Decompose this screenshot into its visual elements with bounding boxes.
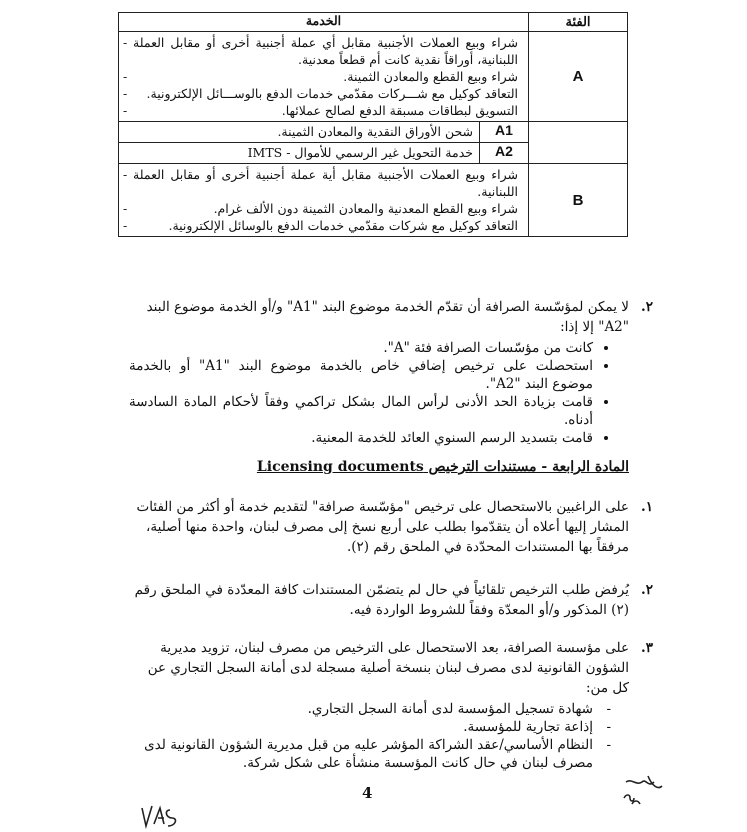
initials-signature-left xyxy=(138,800,186,830)
paragraph-number: ١. xyxy=(641,499,653,515)
paragraph-number: ٣. xyxy=(641,640,653,656)
code-a1: A1 xyxy=(480,122,529,143)
list-item: - إذاعة تجارية للمؤسسة. xyxy=(129,718,593,736)
list-item: شراء وبيع العملات الأجنبية مقابل أية عملة أجنبية أخرى أو مقابل العملة اللبنانية. - xyxy=(133,166,518,200)
list-item: - شهادة تسجيل المؤسسة لدى أمانة السجل التجاري. xyxy=(129,700,593,718)
service-a1: شحن الأوراق النقدية والمعادن الثمينة. xyxy=(119,122,480,143)
page-number: 4 xyxy=(362,784,373,802)
list-item: شراء وبيع العملات الأجنبية مقابل أي عملة أجنبية أخرى أو مقابل العملة اللبنانية، أوراقاً نقدية كانت أم قطعاً معدنية. - xyxy=(133,34,518,68)
article-4-item-2 xyxy=(129,580,653,620)
category-table xyxy=(118,12,628,237)
initials-signature-right xyxy=(618,768,668,808)
list-item: التعاقد كوكيل مع شـــركات مقدّمي خدمات الدفع بالوســـائل الإلكترونية. - xyxy=(133,85,518,102)
service-a2: خدمة التحويل غير الرسمي للأموال - IMTS xyxy=(119,143,480,164)
article-4-item-3 xyxy=(129,638,653,772)
paragraph-number: ٢. xyxy=(641,299,653,315)
paragraph-text: على مؤسسة الصرافة، بعد الاستحصال على الترخيص من مصرف لبنان، تزويد مديرية الشؤون القانونية لدى مصرف لبنان بنسخة أصلية مسجلة لدى أمانة السجل التجاري عن كل من: xyxy=(147,640,629,696)
list-item: • قامت بزيادة الحد الأدنى لرأس المال بشكل تراكمي وفقاً لأحكام المادة السادسة أدناه. xyxy=(129,393,593,429)
documents-list xyxy=(129,700,629,772)
category-a: A xyxy=(529,32,628,122)
code-a2: A2 xyxy=(480,143,529,164)
list-item: التسويق لبطاقات مسبقة الدفع لصالح عملائها. - xyxy=(133,102,518,119)
list-item: • قامت بتسديد الرسم السنوي العائد للخدمة المعنية. xyxy=(129,429,593,447)
paragraph-text: يُرفض طلب الترخيص تلقائياً في حال لم يتضمّن المستندات كافة المعدّدة في الملحق رقم (٢) المذكور و/أو المعدّة وفقاً للشروط الواردة فيه. xyxy=(134,582,629,618)
list-item: • استحصلت على ترخيص إضافي خاص بالخدمة موضوع البند "A1" أو بالخدمة موضوع البند "A2". xyxy=(129,357,593,393)
paragraph-text: على الراغبين بالاستحصال على ترخيص "مؤسّسة صرافة" لتقديم خدمة أو أكثر من الفئات المشار إليها أعلاه أن يتقدّموا بطلب على أربع نسخ إلى مصرف لبنان، واحدة منها أصلية، مرفقاً بها المستندات المحدّدة في الملحق رقم (٢). xyxy=(136,499,629,555)
category-a-services xyxy=(119,32,529,122)
article-heading: المادة الرابعة - مستندات الترخيص Licensing documents xyxy=(256,459,629,475)
header-service: الخدمة xyxy=(119,13,529,32)
list-item: • كانت من مؤسّسات الصرافة فئة "A". xyxy=(129,339,593,357)
list-item: التعاقد كوكيل مع شركات مقدّمي خدمات الدفع بالوسائل الإلكترونية. - xyxy=(133,217,518,234)
paragraph-text: لا يمكن لمؤسّسة الصرافة أن تقدّم الخدمة موضوع البند "A1" و/أو الخدمة موضوع البند "A2" إلا إذا: xyxy=(146,299,629,335)
category-b: B xyxy=(529,164,628,237)
conditions-list xyxy=(129,339,629,447)
list-item: شراء وبيع القطع والمعادن الثمينة. - xyxy=(133,68,518,85)
subservice-table xyxy=(119,122,528,163)
list-item: شراء وبيع القطع المعدنية والمعادن الثمينة دون الألف غرام. - xyxy=(133,200,518,217)
header-category: الفئة xyxy=(529,13,628,32)
paragraph-2 xyxy=(129,297,653,447)
article-4-item-1 xyxy=(129,497,653,557)
list-item: - النظام الأساسي/عقد الشراكة المؤشر عليه من قبل مديرية الشؤون القانونية لدى مصرف لبنان في حال كانت المؤسسة منشأة على شكل شركة. xyxy=(129,736,593,772)
paragraph-number: ٢. xyxy=(641,582,653,598)
category-b-services xyxy=(119,164,529,237)
